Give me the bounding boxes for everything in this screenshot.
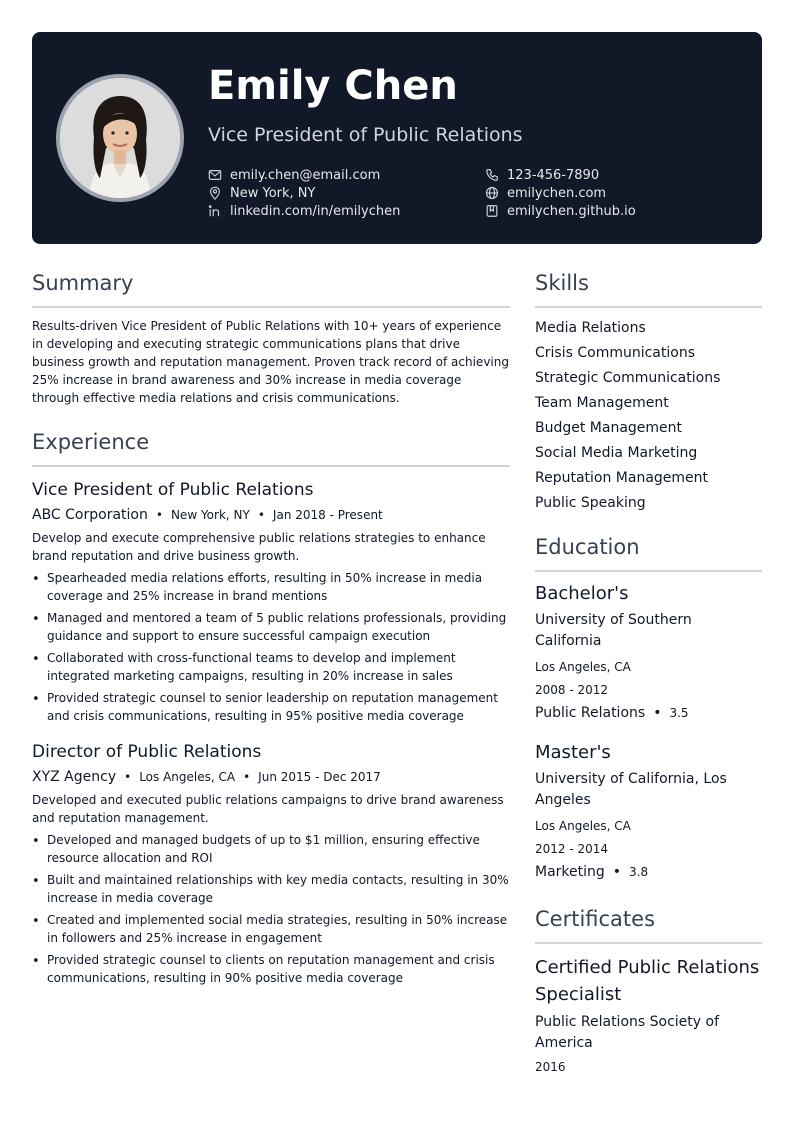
phone-icon <box>485 168 499 182</box>
edu-field-row: Public Relations • 3.5 <box>535 705 689 721</box>
edu-degree: Bachelor's <box>535 583 629 604</box>
resume-header <box>32 32 762 244</box>
list-item: • Created and implemented social media strategies, resulting in 50% increase in followers and 25% increase in engagement <box>32 911 510 947</box>
skill-item: Social Media Marketing <box>535 445 698 461</box>
contact-phone[interactable] <box>485 166 599 184</box>
education-entry <box>535 741 762 884</box>
edu-school: University of California, Los Angeles <box>535 771 727 808</box>
edu-school: University of Southern California <box>535 612 692 649</box>
education-entry <box>535 582 762 725</box>
contact-phone-text: 123-456-7890 <box>507 167 600 183</box>
side-column <box>535 268 762 1079</box>
job-title: Vice President of Public Relations <box>32 480 314 500</box>
profile-photo <box>56 74 184 202</box>
contact-website[interactable] <box>485 184 606 202</box>
contact-linkedin[interactable] <box>208 202 400 220</box>
certificates-heading: Certificates <box>535 904 762 944</box>
edu-gpa: 3.5 <box>669 706 689 720</box>
skill-item: Media Relations <box>535 320 646 336</box>
job-title: Director of Public Relations <box>32 742 262 762</box>
job-entry <box>32 741 510 987</box>
job-company: ABC Corporation <box>32 507 148 523</box>
portrait-illustration <box>60 78 180 198</box>
summary-heading: Summary <box>32 268 510 308</box>
job-description: Developed and executed public relations campaigns to drive brand awareness and reputation management. <box>32 793 504 825</box>
mail-icon <box>208 168 222 182</box>
contact-github[interactable] <box>485 202 636 220</box>
contact-website-text: emilychen.com <box>507 185 607 201</box>
certificates-section <box>535 904 762 1079</box>
skill-item: Crisis Communications <box>535 345 695 361</box>
job-meta: ABC Corporation • New York, NY • Jan 2018 - Present <box>32 507 383 523</box>
education-heading: Education <box>535 532 762 572</box>
skill-item: Strategic Communications <box>535 370 721 386</box>
globe-icon <box>485 186 499 200</box>
skill-item: Team Management <box>535 395 669 411</box>
job-location: New York, NY <box>170 508 250 522</box>
list-item: • Built and maintained relationships with key media contacts, resulting in 30% increase in media coverage <box>32 871 510 907</box>
bookmark-icon <box>485 204 499 218</box>
contact-email-text: emily.chen@email.com <box>230 167 381 183</box>
skills-section <box>535 268 762 516</box>
linkedin-icon <box>208 204 222 218</box>
person-role: Vice President of Public Relations <box>208 124 523 146</box>
contact-github-text: emilychen.github.io <box>507 203 636 219</box>
list-item: • Developed and managed budgets of up to $1 million, ensuring effective resource allocation and ROI <box>32 831 510 867</box>
job-achievements <box>32 831 510 987</box>
location-icon <box>208 186 222 200</box>
cert-name: Certified Public Relations Specialist <box>535 957 760 1005</box>
job-dates: Jan 2018 - Present <box>272 508 383 522</box>
skill-item: Reputation Management <box>535 470 709 486</box>
experience-section <box>32 427 510 987</box>
list-item: • Managed and mentored a team of 5 public relations professionals, providing guidance and support to ensure successful campaign execution <box>32 609 510 645</box>
experience-heading: Experience <box>32 427 510 467</box>
edu-degree: Master's <box>535 742 611 763</box>
list-item: • Provided strategic counsel to clients on reputation management and crisis communications, resulting in 90% positive media coverage <box>32 951 510 987</box>
edu-field: Marketing <box>535 864 605 880</box>
job-achievements <box>32 569 510 725</box>
edu-gpa: 3.8 <box>629 865 649 879</box>
summary-text: Results-driven Vice President of Public Relations with 10+ years of experience in developing and executing strategic communications plans that drive business growth and reputation management. Proven track record of achieving 25% increase in brand awareness and 30% increase in media coverage through effective media relations and crisis communications. <box>32 319 509 405</box>
skill-item: Public Speaking <box>535 495 646 511</box>
edu-location: Los Angeles, CA <box>535 660 631 674</box>
list-item: • Collaborated with cross-functional teams to develop and implement integrated marketing campaigns, resulting in 20% increase in sales <box>32 649 510 685</box>
edu-location: Los Angeles, CA <box>535 819 631 833</box>
list-item: • Spearheaded media relations efforts, resulting in 50% increase in media coverage and 25% increase in brand mentions <box>32 569 510 605</box>
job-description: Develop and execute comprehensive public relations strategies to enhance brand reputation and drive business growth. <box>32 531 486 563</box>
person-name: Emily Chen <box>208 63 458 109</box>
contact-linkedin-text: linkedin.com/in/emilychen <box>230 203 401 219</box>
cert-year: 2016 <box>535 1060 566 1074</box>
job-meta: XYZ Agency • Los Angeles, CA • Jun 2015 - Dec 2017 <box>32 769 381 785</box>
edu-field: Public Relations <box>535 705 646 721</box>
job-dates: Jun 2015 - Dec 2017 <box>258 770 381 784</box>
list-item: • Provided strategic counsel to senior leadership on reputation management and crisis communications, resulting in 95% positive media coverage <box>32 689 510 725</box>
contact-location <box>208 184 315 202</box>
skills-list <box>535 316 762 516</box>
summary-section <box>32 268 510 407</box>
job-entry <box>32 479 510 725</box>
skill-item: Budget Management <box>535 420 683 436</box>
job-location: Los Angeles, CA <box>139 770 236 784</box>
edu-dates: 2008 - 2012 <box>535 683 609 697</box>
skills-heading: Skills <box>535 268 762 308</box>
edu-field-row: Marketing • 3.8 <box>535 864 649 880</box>
edu-dates: 2012 - 2014 <box>535 842 609 856</box>
contact-location-text: New York, NY <box>230 185 316 201</box>
job-company: XYZ Agency <box>32 769 117 785</box>
education-section <box>535 532 762 884</box>
main-column <box>32 268 510 991</box>
cert-org: Public Relations Society of America <box>535 1014 719 1051</box>
contact-email[interactable] <box>208 166 380 184</box>
